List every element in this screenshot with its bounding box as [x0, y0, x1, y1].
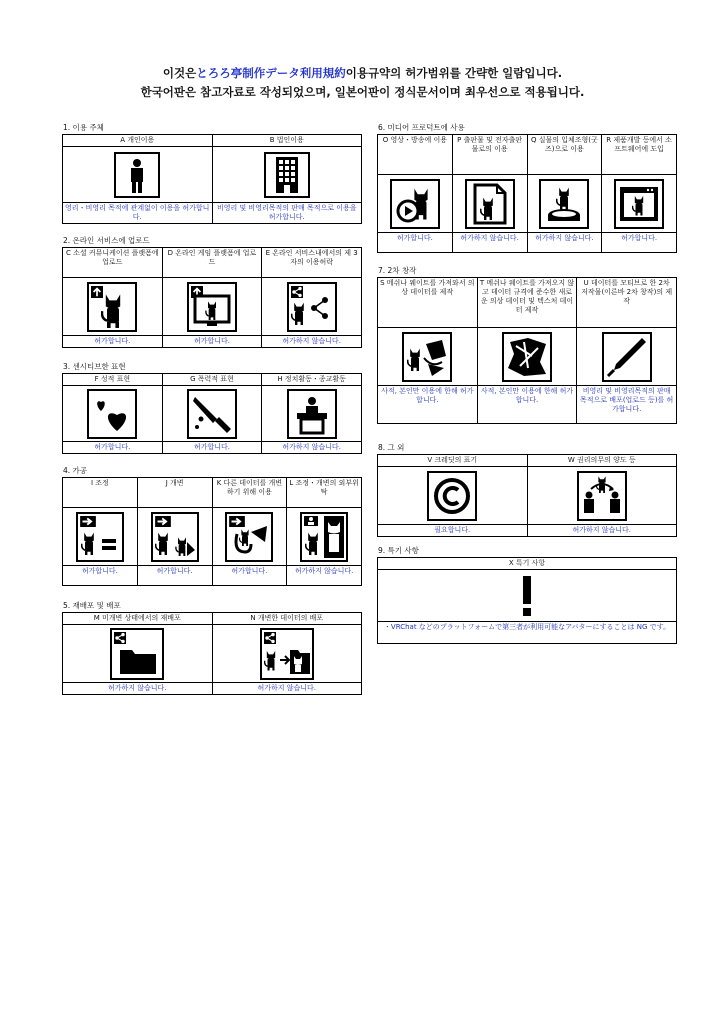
- icon-cell: [262, 386, 362, 442]
- item-label: M 미개변 상태에서의 재배포: [63, 613, 213, 625]
- distribute-modified-icon: [260, 628, 314, 680]
- icon-cell: [63, 386, 163, 442]
- section-title: 1. 이용 주체: [63, 123, 104, 132]
- icon-cell: [137, 508, 212, 566]
- adjust-icon: [76, 512, 124, 562]
- item-label: G 폭력적 표현: [162, 374, 262, 386]
- section-usage-subject: [62, 122, 362, 224]
- status-text: 허가합니다.: [378, 233, 453, 253]
- document-header: [0, 64, 725, 102]
- person-icon: [114, 152, 160, 198]
- section-processing: [62, 465, 362, 586]
- item-label: T 메쉬나 웨이트를 가져오지 않고 데이터 규격에 준수한 새로운 의상 데이터 및 텍스처 데이터 제작: [477, 278, 577, 328]
- use-for-modify-icon: [225, 512, 273, 562]
- podium-icon: [287, 389, 337, 439]
- icon-cell: [162, 278, 262, 336]
- status-text: 허가하지 않습니다.: [452, 233, 527, 253]
- online-upload-table: [62, 247, 362, 348]
- item-label: N 개변한 데이터의 배포: [212, 613, 362, 625]
- software-icon: [614, 179, 664, 229]
- icon-cell: [63, 278, 163, 336]
- status-text: 허가합니다.: [212, 566, 287, 586]
- icon-cell: [378, 467, 528, 525]
- item-label: B 법인이용: [212, 135, 362, 147]
- status-text: 허가하지 않습니다.: [212, 683, 362, 695]
- item-label: J 개변: [137, 478, 212, 508]
- status-text: 비영리 및 비영리목적의 판매 목적으로 배포(업로드 등)를 허가합니다.: [577, 386, 677, 424]
- icon-cell: [63, 625, 213, 683]
- sensitive-table: [62, 373, 362, 454]
- status-text: 사적, 본인만 이용에 한해 허가합니다.: [378, 386, 478, 424]
- status-text: ・VRChat などのプラットフォームで第三者が利用可能なアバターにすることは NG です。: [378, 622, 677, 644]
- section-redistribution: [62, 600, 362, 695]
- status-text: 허가하지 않습니다.: [527, 233, 602, 253]
- copyright-icon: [427, 471, 477, 521]
- section-derivative-works: [377, 265, 677, 424]
- icon-cell: [212, 508, 287, 566]
- icon-cell: [162, 386, 262, 442]
- icon-cell: [378, 328, 478, 386]
- icon-cell: [287, 508, 362, 566]
- section-title: 6. 미디어 프로덕트에 사용: [378, 123, 465, 132]
- icon-cell: [63, 147, 213, 203]
- section-online-upload: [62, 235, 362, 348]
- figure-icon: [539, 179, 589, 229]
- status-text: 허가하지 않습니다.: [262, 336, 362, 348]
- share-thirdparty-icon: [287, 282, 337, 332]
- item-label: E 온라인 서비스내에서의 제 3자의 이용허락: [262, 248, 362, 278]
- redistribute-icon: [110, 628, 164, 680]
- item-label: V 크레딧의 표기: [378, 455, 528, 467]
- modify-icon: [151, 512, 199, 562]
- item-label: A 개인이용: [63, 135, 213, 147]
- status-text: 허가합니다.: [162, 442, 262, 454]
- building-icon: [264, 152, 310, 198]
- other-table: [377, 454, 677, 537]
- pen-icon: [602, 332, 652, 382]
- item-label: O 영상・방송에 이용: [378, 135, 453, 175]
- section-title: 7. 2차 창작: [378, 266, 417, 275]
- item-label: D 온라인 게임 플랫폼에 업로드: [162, 248, 262, 278]
- fabric-icon: [502, 332, 552, 382]
- section-title: 5. 재배포 및 배포: [63, 601, 121, 610]
- social-upload-icon: [87, 282, 137, 332]
- icon-cell: [212, 625, 362, 683]
- icon-cell: [212, 147, 362, 203]
- status-text: 허가합니다.: [137, 566, 212, 586]
- item-label: U 데이터를 모티브로 한 2차 저작물(이른바 2차 창작)의 제작: [577, 278, 677, 328]
- item-label: K 다른 데이터를 개변하기 위해 이용: [212, 478, 287, 508]
- icon-cell: [577, 328, 677, 386]
- section-sensitive-expression: [62, 361, 362, 454]
- header-suffix: 이용규약의 허가범위를 간략한 일람입니다.: [345, 66, 563, 80]
- icon-cell: [527, 175, 602, 233]
- section-title: 3. 센시티브한 표현: [63, 362, 126, 371]
- hearts-icon: [87, 389, 137, 439]
- outsource-icon: [300, 512, 348, 562]
- section-title: 9. 특기 사항: [378, 546, 419, 555]
- item-label: X 특기 사항: [378, 558, 677, 570]
- icon-cell: [527, 467, 677, 525]
- status-text: 비영리 및 비영리목적의 판매 목적으로 이용을 허가합니다.: [212, 203, 362, 224]
- usage-subject-table: [62, 134, 362, 224]
- status-text: 허가하지 않습니다.: [287, 566, 362, 586]
- knife-icon: [187, 389, 237, 439]
- mesh-weight-icon: [402, 332, 452, 382]
- header-line-2: 한국어판은 참고자료로 작성되었으며, 일본어판이 정식문서이며 최우선으로 적용됩니다.: [140, 85, 585, 99]
- icon-cell: [262, 278, 362, 336]
- section-special-notes: [377, 545, 677, 644]
- status-text: 허가하지 않습니다.: [262, 442, 362, 454]
- section-title: 4. 가공: [63, 466, 88, 475]
- icon-cell: [378, 175, 453, 233]
- item-label: L 조정・개변의 외부위탁: [287, 478, 362, 508]
- status-text: 사적, 본인만 이용에 한해 허가합니다.: [477, 386, 577, 424]
- publication-icon: [465, 179, 515, 229]
- processing-table: [62, 477, 362, 586]
- section-title: 2. 온라인 서비스에 업로드: [63, 236, 150, 245]
- game-upload-icon: [187, 282, 237, 332]
- status-text: 허가하지 않습니다.: [527, 525, 677, 537]
- exclamation-icon: [507, 573, 547, 619]
- item-label: Q 실물의 입체조형(굿즈)으로 이용: [527, 135, 602, 175]
- status-text: 허가합니다.: [63, 336, 163, 348]
- item-label: F 성적 표현: [63, 374, 163, 386]
- status-text: 허가합니다.: [63, 566, 138, 586]
- derivative-table: [377, 277, 677, 424]
- header-line-1: [0, 64, 725, 83]
- status-text: 필요합니다.: [378, 525, 528, 537]
- status-text: 영리・비영리 목적에 관계없이 이용을 허가합니다.: [63, 203, 213, 224]
- icon-cell: [477, 328, 577, 386]
- special-notes-table: [377, 557, 677, 644]
- item-label: I 조정: [63, 478, 138, 508]
- item-label: C 소셜 커뮤니케이션 플랫폼에 업로드: [63, 248, 163, 278]
- item-label: R 제품개발 등에서 소프트웨어에 도입: [602, 135, 677, 175]
- terms-title-highlight: とろろ亭制作データ利用規約: [196, 66, 346, 80]
- video-icon: [390, 179, 440, 229]
- transfer-icon: [577, 471, 627, 521]
- status-text: 허가합니다.: [63, 442, 163, 454]
- section-other: [377, 442, 677, 537]
- header-prefix: 이것은: [162, 66, 197, 80]
- item-label: S 메쉬나 웨이트를 가져와서 의상 데이터를 제작: [378, 278, 478, 328]
- item-label: H 정치활동・종교활동: [262, 374, 362, 386]
- icon-cell: [452, 175, 527, 233]
- item-label: P 출판물 및 전자출판물로의 이용: [452, 135, 527, 175]
- item-label: W 권리의무의 양도 등: [527, 455, 677, 467]
- status-text: 허가하지 않습니다.: [63, 683, 213, 695]
- icon-cell: [378, 570, 677, 622]
- section-media-products: [377, 122, 677, 253]
- media-products-table: [377, 134, 677, 253]
- section-title: 8. 그 외: [378, 443, 405, 452]
- status-text: 허가합니다.: [602, 233, 677, 253]
- icon-cell: [63, 508, 138, 566]
- redistribution-table: [62, 612, 362, 695]
- icon-cell: [602, 175, 677, 233]
- status-text: 허가합니다.: [162, 336, 262, 348]
